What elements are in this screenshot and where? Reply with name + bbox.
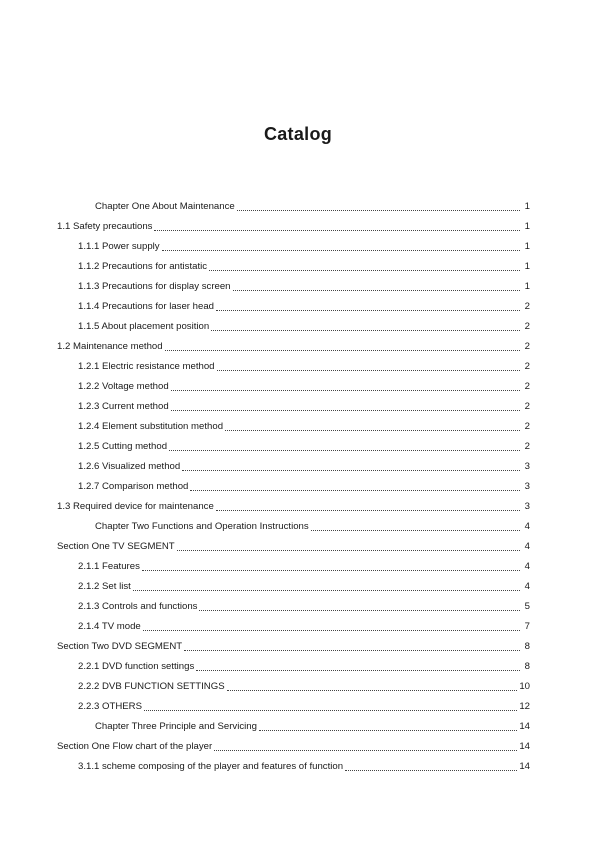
page-title: Catalog xyxy=(263,124,333,144)
toc-entry-page: 2 xyxy=(524,421,530,432)
toc-entry-page: 2 xyxy=(524,381,530,392)
toc-entry[interactable] xyxy=(78,579,530,593)
dot-leader xyxy=(162,249,520,251)
toc-entry-page: 2 xyxy=(524,361,530,372)
toc-entry-label: 1.1.3 Precautions for display screen xyxy=(78,281,231,292)
toc-entry-label: Section Two DVD SEGMENT xyxy=(57,641,183,652)
toc-entry-page: 8 xyxy=(524,661,530,672)
toc-entry-page: 1 xyxy=(524,221,530,232)
toc-entry-label: 1.2.6 Visualized method xyxy=(78,461,181,472)
toc-entry-page: 4 xyxy=(524,521,530,532)
toc-entry-page: 4 xyxy=(524,561,530,572)
toc-entry[interactable] xyxy=(57,499,530,513)
toc-entry-page: 8 xyxy=(524,641,530,652)
toc-entry-page: 3 xyxy=(524,461,530,472)
toc-entry-label: 1.1.1 Power supply xyxy=(78,241,160,252)
toc-entry-label: 2.2.3 OTHERS xyxy=(78,701,142,712)
toc-entry[interactable] xyxy=(95,519,530,533)
toc-entry-label: 1.2.1 Electric resistance method xyxy=(78,361,215,372)
dot-leader xyxy=(171,409,520,411)
toc-entry[interactable] xyxy=(57,339,530,353)
dot-leader xyxy=(143,629,520,631)
toc-entry[interactable] xyxy=(95,719,530,733)
toc-entry[interactable] xyxy=(78,759,530,773)
toc-entry-page: 5 xyxy=(524,601,530,612)
toc-entry-page: 14 xyxy=(519,761,530,772)
dot-leader xyxy=(165,349,520,351)
toc-entry[interactable] xyxy=(78,599,530,613)
dot-leader xyxy=(345,769,517,771)
toc-entry[interactable] xyxy=(57,219,530,233)
toc-entry[interactable] xyxy=(78,239,530,253)
dot-leader xyxy=(311,529,520,531)
toc-entry-label: 2.2.1 DVD function settings xyxy=(78,661,195,672)
dot-leader xyxy=(144,709,517,711)
dot-leader xyxy=(259,729,517,731)
toc-entry-label: 1.1.4 Precautions for laser head xyxy=(78,301,214,312)
dot-leader xyxy=(209,269,520,271)
toc-entry-page: 2 xyxy=(524,301,530,312)
dot-leader xyxy=(227,689,518,691)
toc-entry-label: 1.2 Maintenance method xyxy=(57,341,163,352)
toc-entry-label: Chapter Three Principle and Servicing xyxy=(95,721,257,732)
dot-leader xyxy=(216,509,520,511)
toc-entry-page: 3 xyxy=(524,501,530,512)
toc-entry-page: 1 xyxy=(524,201,530,212)
toc-entry-page: 7 xyxy=(524,621,530,632)
toc-entry[interactable] xyxy=(78,439,530,453)
toc-entry[interactable] xyxy=(78,359,530,373)
toc-entry-label: 1.3 Required device for maintenance xyxy=(57,501,214,512)
dot-leader xyxy=(217,369,520,371)
toc-entry-label: 2.2.2 DVB FUNCTION SETTINGS xyxy=(78,681,225,692)
toc-entry-page: 1 xyxy=(524,281,530,292)
toc-entry[interactable] xyxy=(78,659,530,673)
toc-entry-page: 1 xyxy=(524,241,530,252)
toc-entry-label: 3.1.1 scheme composing of the player and features of function xyxy=(78,761,344,772)
dot-leader xyxy=(184,649,520,651)
toc-entry[interactable] xyxy=(78,279,530,293)
toc-entry-page: 2 xyxy=(524,341,530,352)
toc-entry-label: Chapter One About Maintenance xyxy=(95,201,235,212)
toc-entry[interactable] xyxy=(78,379,530,393)
toc-entry-label: 1.1.2 Precautions for antistatic xyxy=(78,261,208,272)
toc-entry[interactable] xyxy=(78,619,530,633)
toc-entry-label: 2.1.1 Features xyxy=(78,561,140,572)
toc-entry-page: 2 xyxy=(524,441,530,452)
toc-entry-label: 2.1.3 Controls and functions xyxy=(78,601,198,612)
toc-entry-label: 1.2.4 Element substitution method xyxy=(78,421,224,432)
dot-leader xyxy=(214,749,517,751)
toc-entry-page: 14 xyxy=(519,741,530,752)
dot-leader xyxy=(169,449,520,451)
toc-entry[interactable] xyxy=(78,559,530,573)
toc-entry[interactable] xyxy=(78,259,530,273)
toc-entry-page: 4 xyxy=(524,581,530,592)
dot-leader xyxy=(199,609,520,611)
dot-leader xyxy=(154,229,520,231)
toc-entry-page: 10 xyxy=(519,681,530,692)
toc-entry-page: 14 xyxy=(519,721,530,732)
toc-entry[interactable] xyxy=(78,299,530,313)
toc-entry-label: Section One TV SEGMENT xyxy=(57,541,175,552)
dot-leader xyxy=(190,489,520,491)
toc-entry-label: Section One Flow chart of the player xyxy=(57,741,213,752)
toc-entry[interactable] xyxy=(95,199,530,213)
toc-entry-label: 1.2.2 Voltage method xyxy=(78,381,169,392)
dot-leader xyxy=(211,329,520,331)
dot-leader xyxy=(225,429,520,431)
dot-leader xyxy=(182,469,520,471)
toc-entry[interactable] xyxy=(57,539,530,553)
dot-leader xyxy=(216,309,520,311)
dot-leader xyxy=(177,549,520,551)
toc-entry[interactable] xyxy=(78,699,530,713)
toc-entry-label: 1.1 Safety precautions xyxy=(57,221,153,232)
dot-leader xyxy=(171,389,520,391)
toc-entry[interactable] xyxy=(57,639,530,653)
dot-leader xyxy=(142,569,520,571)
dot-leader xyxy=(133,589,520,591)
toc-entry[interactable] xyxy=(78,419,530,433)
toc-entry-label: 1.2.3 Current method xyxy=(78,401,169,412)
toc-entry-label: 1.2.7 Comparison method xyxy=(78,481,189,492)
dot-leader xyxy=(233,289,520,291)
toc-entry-page: 4 xyxy=(524,541,530,552)
toc-entry[interactable] xyxy=(78,679,530,693)
toc-entry[interactable] xyxy=(78,399,530,413)
dot-leader xyxy=(237,209,520,211)
toc-entry[interactable] xyxy=(78,459,530,473)
toc-entry-label: 1.1.5 About placement position xyxy=(78,321,210,332)
toc-entry-page: 12 xyxy=(519,701,530,712)
toc-entry[interactable] xyxy=(78,479,530,493)
toc-entry-label: 2.1.2 Set list xyxy=(78,581,131,592)
toc-entry-page: 1 xyxy=(524,261,530,272)
toc-entry-page: 2 xyxy=(524,401,530,412)
toc-entry-label: 1.2.5 Cutting method xyxy=(78,441,168,452)
toc-entry[interactable] xyxy=(57,739,530,753)
toc-entry-page: 2 xyxy=(524,321,530,332)
toc-entry-label: Chapter Two Functions and Operation Instructions xyxy=(95,521,309,532)
dot-leader xyxy=(196,669,520,671)
toc-entry[interactable] xyxy=(78,319,530,333)
toc-entry-page: 3 xyxy=(524,481,530,492)
toc-entry-label: 2.1.4 TV mode xyxy=(78,621,141,632)
